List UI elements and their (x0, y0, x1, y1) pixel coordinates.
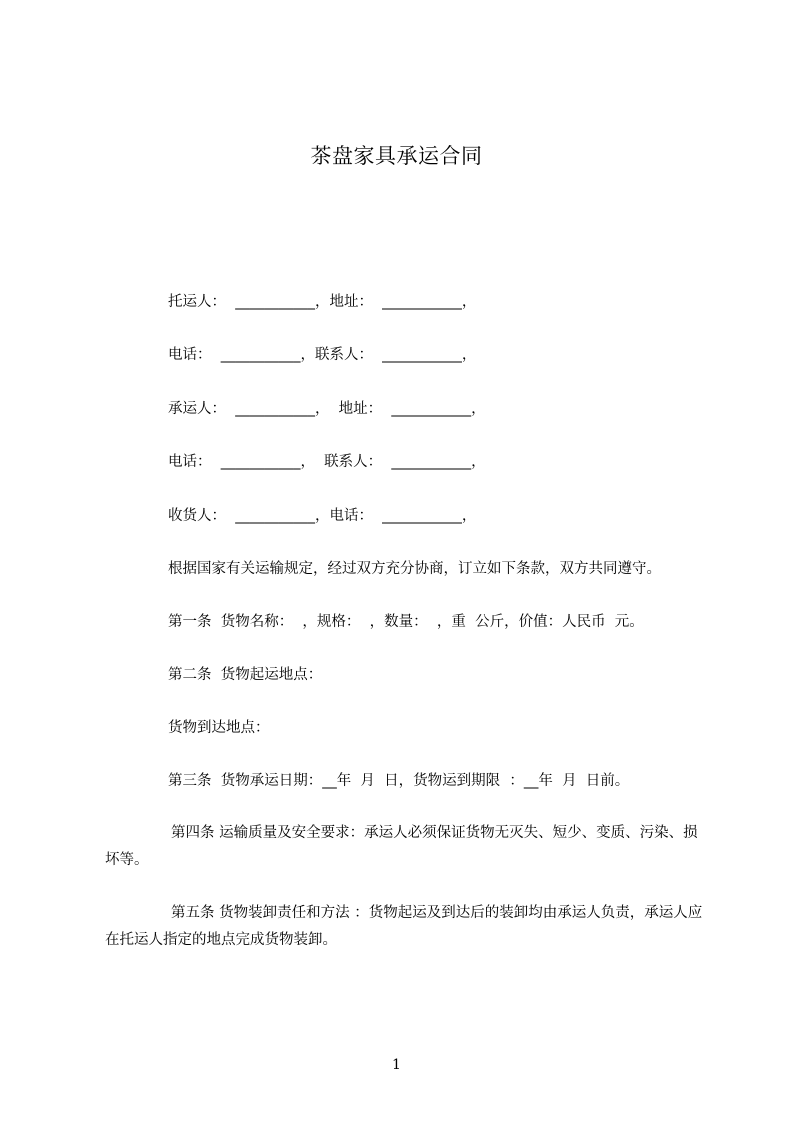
article-5-text: 第五条 货物装卸责任和方法 ：货物起运及到达后的装卸均由承运人负责，承运人应在托运人指定的地点完成货物装卸。 (105, 905, 703, 948)
destination-line: 货物到达地点： (168, 720, 270, 736)
shipper-line: 托运人： ___________，地址： ___________， (168, 294, 477, 310)
article-3-line: 第三条 货物承运日期：__年 月 日，货物运到期限 ：__年 月 日前。 (168, 773, 630, 789)
document-title: 茶盘家具承运合同 (310, 144, 483, 168)
article-5-paragraph (105, 900, 705, 954)
page-number: 1 (392, 1057, 401, 1073)
preamble-line: 根据国家有关运输规定，经过双方充分协商，订立如下条款，双方共同遵守。 (168, 561, 661, 577)
carrier-phone-line: 电话： ___________， 联系人： ___________， (168, 454, 486, 470)
article-4-paragraph (105, 820, 705, 874)
consignee-line: 收货人： ___________，电话： ___________， (168, 508, 477, 524)
article-1-line: 第一条 货物名称： ，规格： ，数量： ，重 公斤，价值：人民币 元。 (168, 614, 644, 630)
shipper-phone-line: 电话： ___________，联系人： ___________， (168, 347, 477, 363)
carrier-line: 承运人： ___________， 地址： ___________， (168, 401, 486, 417)
article-2-line: 第二条 货物起运地点： (168, 667, 323, 683)
article-4-text: 第四条 运输质量及安全要求：承运人必须保证货物无灭失、短少、变质、污染、损坏等。 (105, 825, 698, 868)
